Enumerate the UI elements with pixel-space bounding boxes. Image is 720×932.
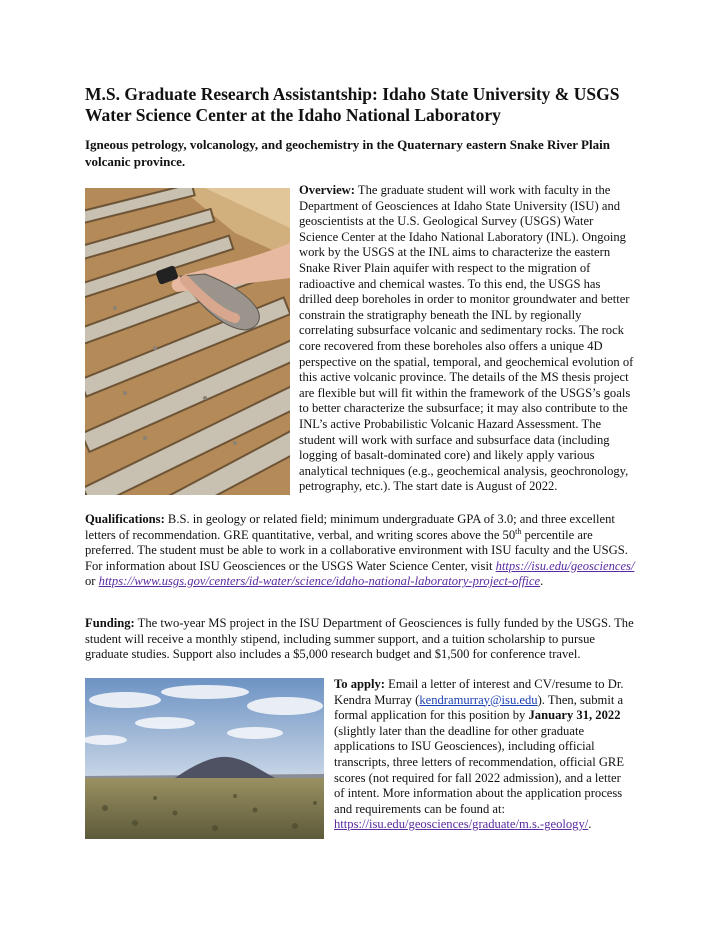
qualifications-label: Qualifications: bbox=[85, 512, 165, 526]
qualifications-text-2: percentile are preferred. The student must be able to work in a collaborative environment with ISU faculty and the USGS. For information about ISU Geosciences or the USGS Water Science Center, visit bbox=[85, 527, 628, 573]
overview-section bbox=[299, 183, 634, 495]
ms-geology-link[interactable]: https://isu.edu/geosciences/graduate/m.s.-geology/ bbox=[334, 817, 589, 832]
application-deadline: January 31, 2022 bbox=[528, 708, 621, 723]
qualifications-paragraph bbox=[85, 512, 640, 590]
page-title: M.S. Graduate Research Assistantship: Idaho State University & USGS Water Science Center at the Idaho National Laboratory bbox=[85, 84, 620, 125]
funding-section bbox=[85, 616, 640, 663]
apply-section bbox=[334, 677, 634, 833]
apply-text-2: ). Then, submit a formal application for this position by bbox=[334, 692, 624, 723]
qualifications-text-1: B.S. in geology or related field; minimum undergraduate GPA of 3.0; and three excellent letters of recommendation. GRE quantitative, verbal, and writing scores above the 50 bbox=[85, 512, 615, 542]
apply-text-3: (slightly later than the deadline for other graduate applications to ISU Geosciences), including official transcripts, three letters of recommendation, official GRE scores (not required for fall 2022 admission), and a letter of intent. More information about the application process and requirements can be found at: bbox=[334, 723, 625, 816]
qualifications-end: . bbox=[540, 574, 544, 589]
contact-email-link[interactable]: kendramurray@isu.edu bbox=[419, 692, 538, 707]
page-subtitle: Igneous petrology, volcanology, and geochemistry in the Quaternary eastern Snake River Plain volcanic province. bbox=[85, 137, 610, 169]
funding-text: The two-year MS project in the ISU Department of Geosciences is fully funded by the USGS. The student will receive a monthly stipend, including summer support, and a tuition scholarship to pursue graduate studies. Support also includes a $5,000 research budget and $1,500 for conference travel. bbox=[85, 616, 634, 662]
overview-label: Overview: bbox=[299, 183, 355, 197]
apply-label: To apply: bbox=[334, 677, 385, 691]
overview-text: The graduate student will work with faculty in the Department of Geosciences at Idaho State University (ISU) and geoscientists at the U.S. Geological Survey (USGS) Water Science Center at the Idaho National Laboratory (INL). Ongoing work by the USGS at the INL aims to characterize the eastern Snake River Plain aquifer with respect to the migration of radioactive and chemical wastes. To this end, the USGS has drilled deep boreholes in order to monitor groundwater and better constrain the stratigraphy beneath the INL by regionally correlating subsurface volcanic and sedimentary rocks. The rock core recovered from these boreholes also offers a unique 4D perspective on the spatial, temporal, and geochemical evolution of this active volcanic province. The details of the MS thesis project are flexible but will fit within the framework of the USGS’s goals to better characterize the subsurface; it may also contribute to the INL’s active Probabilistic Volcanic Hazard Assessment. The student will work with surface and subsurface data (including logging of basalt-dominated core) and likely apply various analytical techniques (e.g., geochemical analysis, geochronology, petrography, etc.). The start date is August of 2022. bbox=[299, 183, 634, 494]
funding-paragraph bbox=[85, 616, 640, 663]
apply-end: . bbox=[588, 817, 592, 832]
overview-paragraph bbox=[299, 183, 634, 495]
qualifications-or: or bbox=[85, 574, 99, 589]
landscape-photo bbox=[85, 678, 324, 839]
qualifications-superscript: th bbox=[515, 526, 522, 536]
apply-text-1: Email a letter of interest and CV/resume to Dr. Kendra Murray ( bbox=[334, 677, 624, 707]
isu-geosciences-link[interactable]: https://isu.edu/geosciences/ bbox=[495, 558, 635, 573]
qualifications-section bbox=[85, 512, 640, 590]
usgs-inl-link[interactable]: https://www.usgs.gov/centers/id-water/science/idaho-national-laboratory-project-office bbox=[98, 574, 541, 589]
funding-label: Funding: bbox=[85, 616, 135, 630]
rock-core-photo bbox=[85, 188, 290, 495]
apply-paragraph bbox=[334, 677, 634, 833]
